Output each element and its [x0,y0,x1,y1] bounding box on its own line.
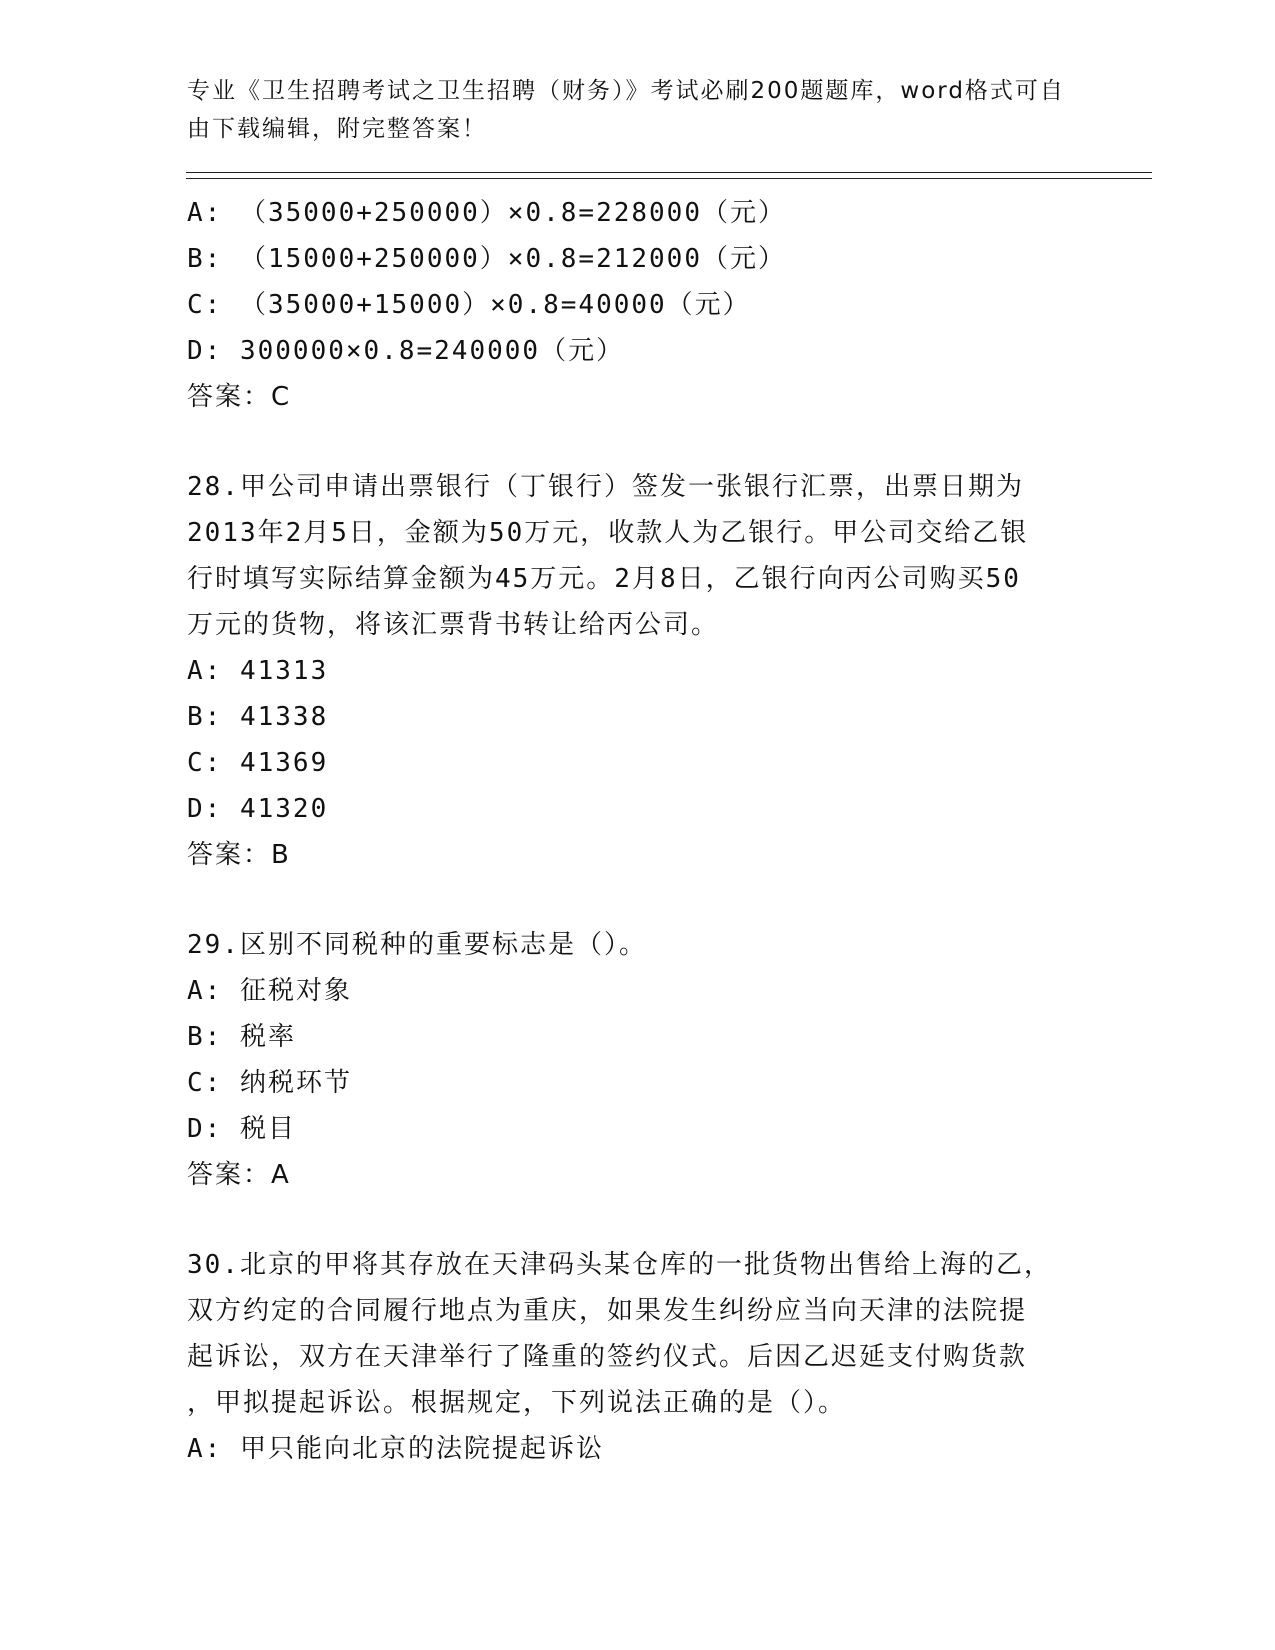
option-b: B: 41338 [187,702,329,732]
option-a: A: 41313 [187,656,329,686]
question-27 [187,190,1107,420]
option-d: D: 税目 [187,1114,296,1144]
answer: 答案：A [187,1160,291,1190]
question-text-line: 30.北京的甲将其存放在天津码头某仓库的一批货物出售给上海的乙， [187,1250,1052,1280]
option-c: C: 纳税环节 [187,1068,352,1098]
question-text-line: 29.区别不同税种的重要标志是（）。 [187,930,647,960]
header-divider-bottom [186,178,1152,179]
document-header [187,72,1067,148]
question-text-line: 起诉讼，双方在天津举行了隆重的签约仪式。后因乙迟延支付购货款 [187,1342,1028,1372]
option-b: B: 税率 [187,1022,296,1052]
header-line-1: 专业《卫生招聘考试之卫生招聘（财务）》考试必刷200题题库，word格式可自 [187,78,1065,104]
option-c: C: 41369 [187,748,329,778]
option-d: D: 300000×0.8=240000（元） [187,336,625,366]
question-29 [187,922,1107,1198]
question-30 [187,1242,1107,1472]
answer: 答案：B [187,840,291,870]
option-c: C: （35000+15000）×0.8=40000（元） [187,290,751,320]
question-list [187,190,1107,1472]
question-text-line: 2013年2月5日，金额为50万元，收款人为乙银行。甲公司交给乙银 [187,518,1029,548]
answer: 答案：C [187,382,292,412]
header-divider-top [186,172,1152,173]
question-text-line: 双方约定的合同履行地点为重庆，如果发生纠纷应当向天津的法院提 [187,1296,1028,1326]
question-text-line: 万元的货物，将该汇票背书转让给丙公司。 [187,610,720,640]
question-text-line: ，甲拟提起诉讼。根据规定，下列说法正确的是（）。 [187,1388,847,1418]
question-text-line: 28.甲公司申请出票银行（丁银行）签发一张银行汇票，出票日期为 [187,472,1024,502]
option-b: B: （15000+250000）×0.8=212000（元） [187,244,786,274]
option-a: A: 征税对象 [187,976,352,1006]
option-a: A: 甲只能向北京的法院提起诉讼 [187,1434,604,1464]
header-line-2: 由下载编辑，附完整答案！ [187,116,487,142]
option-d: D: 41320 [187,794,329,824]
question-text-line: 行时填写实际结算金额为45万元。2月8日，乙银行向丙公司购买50 [187,564,1021,594]
option-a: A: （35000+250000）×0.8=228000（元） [187,198,786,228]
question-28 [187,464,1107,878]
